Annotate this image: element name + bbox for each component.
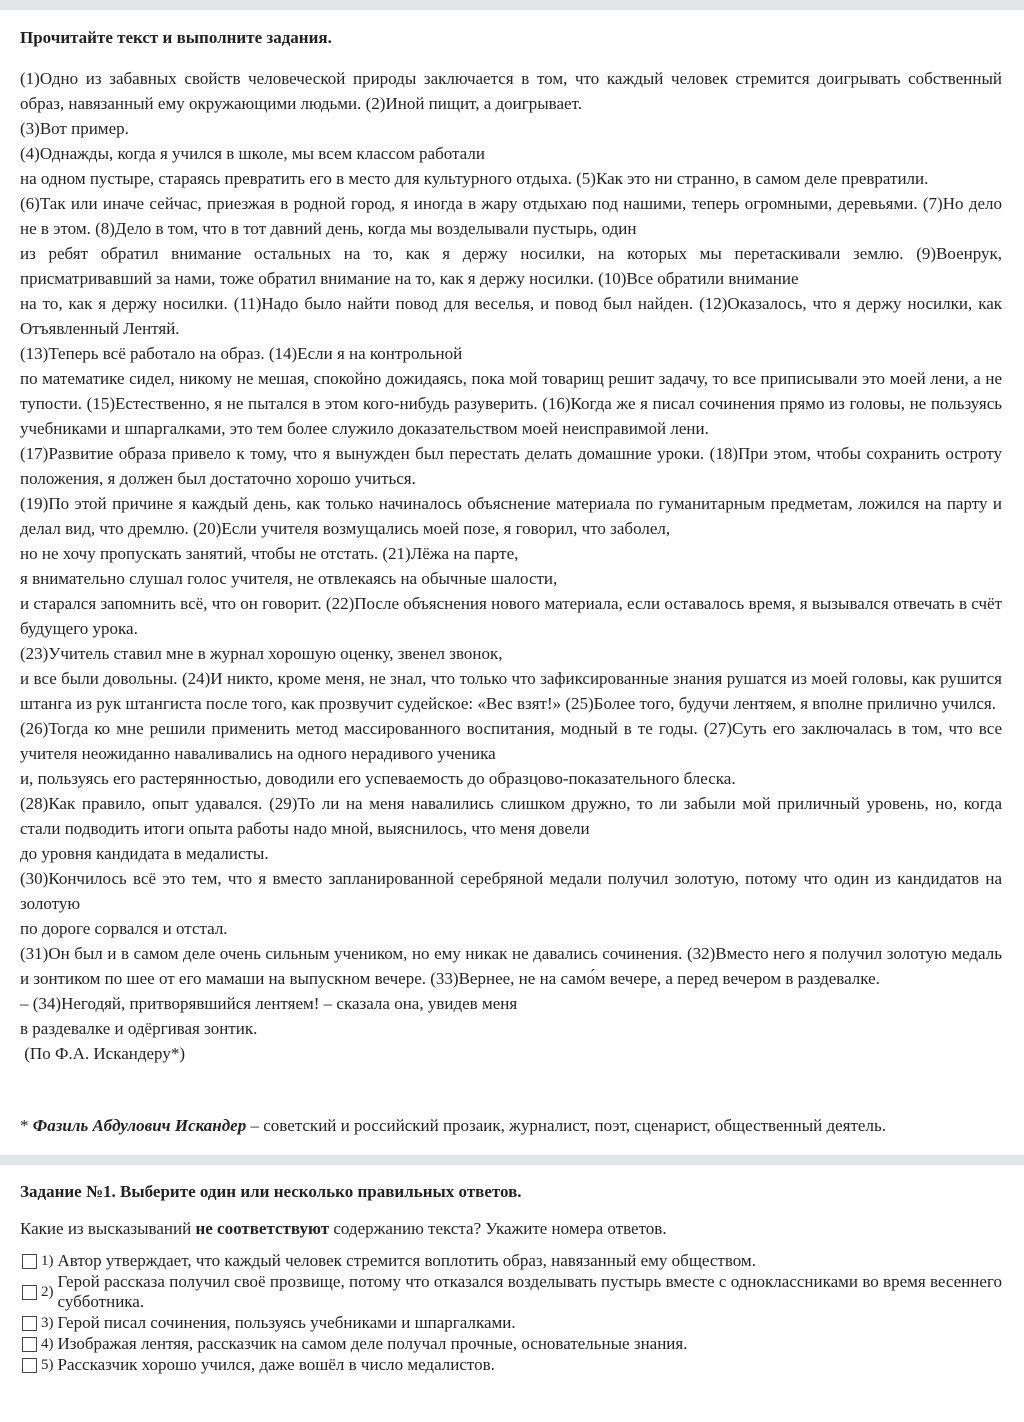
text-line-block: (4)Однажды, когда я учился в школе, мы всем классом работали	[20, 144, 485, 163]
checkbox[interactable]	[22, 1316, 37, 1331]
text-line-block: и все были довольны. (24)И никто, кроме меня, не знал, что только что зафиксированные знания рушатся из моей головы, как рушится штанга из рук штангиста после того, как прозвучит судейское: «Вес взят!» (25)Более того, будучи лентяем, я вполне прилично учился.	[20, 669, 1002, 713]
text-line-block: (3)Вот пример.	[20, 119, 129, 138]
option-text: Изображая лентяя, рассказчик на самом деле получал прочные, основательные знания.	[57, 1334, 688, 1353]
text-line-block: (6)Так или иначе сейчас, приезжая в родной город, я иногда в жару отдыхаю под нашими, теперь огромными, деревьями. (7)Но дело не в этом. (8)Дело в том, что в тот давний день, когда мы возделывали пустырь, один	[20, 194, 1002, 238]
checkbox[interactable]	[22, 1337, 37, 1352]
footnote	[20, 1116, 886, 1136]
option-number: 4)	[41, 1336, 54, 1352]
text-line-block: (По Ф.А. Искандеру*)	[20, 1044, 185, 1063]
text-line-block: в раздевалке и одёргивая зонтик.	[20, 1019, 258, 1038]
answer-option[interactable]	[22, 1272, 1002, 1312]
text-line-block: (13)Теперь всё работало на образ. (14)Если я на контрольной	[20, 344, 463, 363]
text-line-block: (23)Учитель ставил мне в журнал хорошую оценку, звенел звонок,	[20, 644, 503, 663]
task-question	[20, 1219, 667, 1239]
question-text-end: содержанию текста? Укажите номера ответов.	[329, 1219, 667, 1238]
checkbox[interactable]	[22, 1254, 37, 1269]
text-line-block: по математике сидел, никому не мешая, спокойно дожидаясь, пока мой товарищ решит задачу, то все приписывали это моей лени, а не тупости. (15)Естественно, я не пытался в этом кого-нибудь разуверить. (16)Когда же я писал сочинения прямо из головы, не пользуясь учебниками и шпаргалками, это тем более служило доказательством моей неисправимой лени.	[20, 369, 1002, 438]
text-line-block: на одном пустыре, стараясь превратить его в место для культурного отдыха. (5)Как это ни странно, в самом деле превратили.	[20, 169, 929, 188]
option-text: Автор утверждает, что каждый человек стремится воплотить образ, навязанный ему обществом.	[57, 1251, 756, 1270]
option-text: Герой рассказа получил своё прозвище, потому что отказался возделывать пустырь вместе с одноклассниками во время весеннего субботника.	[57, 1272, 1002, 1311]
text-line-block: но не хочу пропускать занятий, чтобы не отстать. (21)Лёжа на парте,	[20, 544, 519, 563]
answer-option[interactable]	[22, 1355, 1002, 1375]
footnote-author: Фазиль Абдулович Искандер	[32, 1116, 247, 1135]
option-text: Рассказчик хорошо учился, даже вошёл в число медалистов.	[57, 1355, 495, 1374]
reading-heading: Прочитайте текст и выполните задания.	[20, 28, 332, 47]
question-text: Какие из высказываний	[20, 1219, 196, 1238]
option-text: Герой писал сочинения, пользуясь учебниками и шпаргалками.	[57, 1313, 516, 1332]
question-emphasis: не соответствуют	[195, 1219, 330, 1238]
text-line-block: я внимательно слушал голос учителя, не отвлекаясь на обычные шалости,	[20, 569, 558, 588]
text-line-block: (30)Кончилось всё это тем, что я вместо запланированной серебряной медали получил золотую, потому что один из кандидатов на золотую	[20, 869, 1002, 913]
text-line-block: (26)Тогда ко мне решили применить метод массированного воспитания, модный в те годы. (27)Суть его заключалась в том, что все учителя неожиданно наваливались на одного нерадивого ученика	[20, 719, 1002, 763]
task-heading: Задание №1. Выберите один или несколько правильных ответов.	[20, 1182, 522, 1201]
checkbox[interactable]	[22, 1358, 37, 1373]
footnote-text: – советский и российский прозаик, журналист, поэт, сценарист, общественный деятель.	[246, 1116, 886, 1135]
reading-text	[20, 66, 1002, 1066]
footnote-mark: *	[20, 1116, 29, 1135]
answer-option[interactable]	[22, 1251, 1002, 1271]
answer-options	[22, 1251, 1002, 1376]
reading-panel	[0, 10, 1024, 1155]
option-number: 1)	[41, 1253, 54, 1269]
text-line-block: (31)Он был и в самом деле очень сильным учеником, но ему никак не давались сочинения. (32)Вместо него я получил золотую медаль и зонтиком по шее от его мамаши на выпускном вечере. (33)Вернее, не на само́м вечере, а перед вечером в раздевалке.	[20, 944, 1002, 988]
task-panel	[0, 1165, 1024, 1422]
text-line-block: по дороге сорвался и отстал.	[20, 919, 228, 938]
option-number: 2)	[41, 1284, 54, 1300]
text-line-block: из ребят обратил внимание остальных на то, как я держу носилки, на которых мы перетаскивали землю. (9)Военрук, присматривавший за нами, тоже обратил внимание на то, как я держу носилки. (10)Все обратили внимание	[20, 244, 1002, 288]
text-line-block: до уровня кандидата в медалисты.	[20, 844, 269, 863]
option-number: 5)	[41, 1357, 54, 1373]
checkbox[interactable]	[22, 1285, 37, 1300]
text-line-block: и, пользуясь его растерянностью, доводили его успеваемость до образцово-показательного блеска.	[20, 769, 736, 788]
text-line-block: – (34)Негодяй, притворявшийся лентяем! – сказала она, увидев меня	[20, 994, 518, 1013]
answer-option[interactable]	[22, 1313, 1002, 1333]
text-line-block: (17)Развитие образа привело к тому, что я вынужден был перестать делать домашние уроки. (18)При этом, чтобы сохранить остроту положения, я должен был достаточно хорошо учиться.	[20, 444, 1002, 488]
text-line-block: (28)Как правило, опыт удавался. (29)То ли на меня навалились слишком дружно, то ли забыли мой приличный уровень, но, когда стали подводить итоги опыта работы надо мной, выяснилось, что меня довели	[20, 794, 1002, 838]
answer-option[interactable]	[22, 1334, 1002, 1354]
text-line-block: на то, как я держу носилки. (11)Надо было найти повод для веселья, и повод был найден. (12)Оказалось, что я держу носилки, как Отъявленный Лентяй.	[20, 294, 1002, 338]
text-line-block: и старался запомнить всё, что он говорит. (22)После объяснения нового материала, если оставалось время, я вызывался отвечать в счёт будущего урока.	[20, 594, 1002, 638]
text-line-block: (19)По этой причине я каждый день, как только начиналось объяснение материала по гуманитарным предметам, ложился на парту и делал вид, что дремлю. (20)Если учителя возмущались моей позе, я говорил, что заболел,	[20, 494, 1002, 538]
option-number: 3)	[41, 1315, 54, 1331]
text-line-block: (1)Одно из забавных свойств человеческой природы заключается в том, что каждый человек стремится доигрывать собственный образ, навязанный ему окружающими людьми. (2)Иной пищит, а доигрывает.	[20, 69, 1002, 113]
